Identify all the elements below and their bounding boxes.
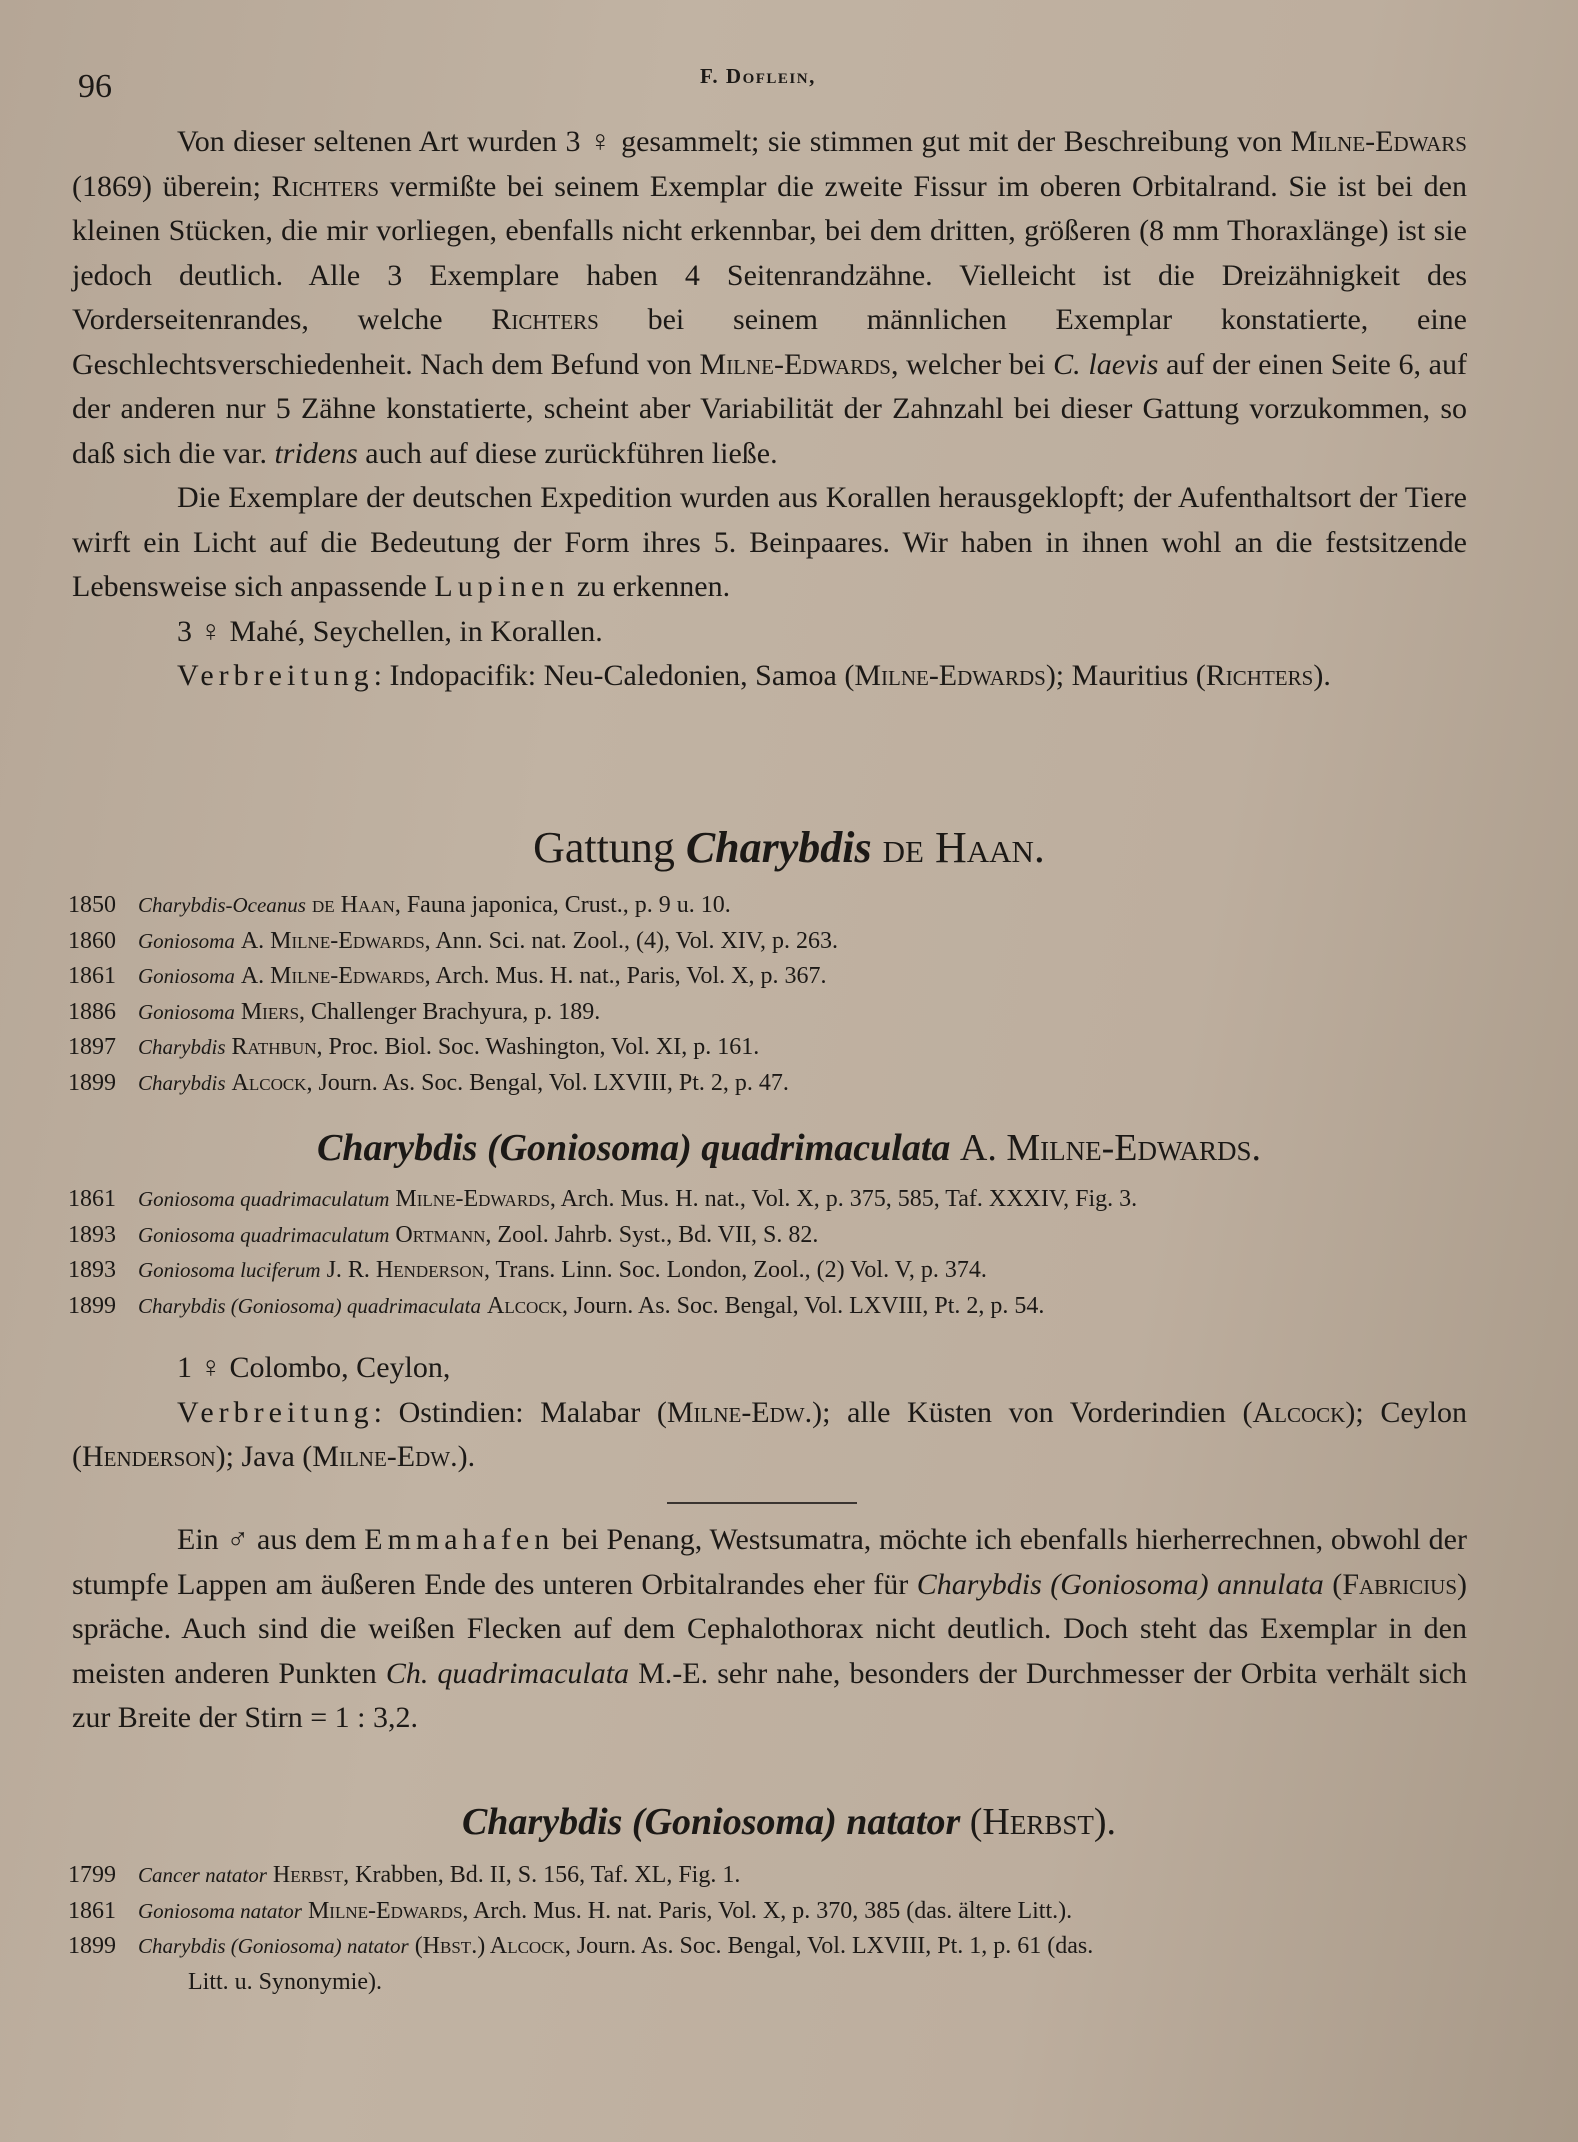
spaced-term: Emmahafen: [364, 1523, 555, 1556]
author-citation: Milne-Edwards: [854, 659, 1046, 692]
citation-author: A. Milne-Edwards: [240, 927, 425, 954]
spaced-term: Verbreitung: [177, 659, 374, 692]
citation-details: , Journ. As. Soc. Bengal, Vol. LXVIII, Pt. 1, p. 61 (das.: [564, 1933, 1094, 1959]
cited-taxon-name: Goniosoma luciferum: [138, 1258, 321, 1282]
running-head: F. Doflein,: [700, 64, 816, 88]
text-run: ); Mauritius (: [1045, 659, 1206, 692]
bibliography-entry: [68, 924, 1488, 960]
citation-details: , Trans. Linn. Soc. London, Zool., (2) Vol. V, p. 374.: [483, 1257, 987, 1283]
text-run: zu erkennen.: [569, 570, 731, 603]
text-run: 1 ♀ Colombo, Ceylon,: [177, 1351, 451, 1384]
paragraph: [72, 476, 1467, 610]
citation-year: 1899: [68, 1292, 116, 1319]
citation-author: A. Milne-Edwards: [240, 963, 425, 989]
text-run: auf der einen Seite 6, auf der anderen nur 5 Zähne konstatierte, scheint aber Variabilität der Zahnzahl bei dieser Gattung vorzukommen, so daß sich die var.: [72, 347, 1467, 470]
citation-year: 1893: [68, 1257, 116, 1283]
cited-taxon-name: Cancer natator: [138, 1863, 267, 1887]
citation-author: Ortmann: [395, 1221, 486, 1248]
text-run: ); alle Küsten von Vorderindien (: [812, 1395, 1253, 1429]
paragraph: [72, 1346, 1467, 1391]
citation-details: , Proc. Biol. Soc. Washington, Vol. XI, p. 161.: [316, 1034, 760, 1060]
text-run: bei Penang, Westsumatra, möchte ich ebenfalls hierherrechnen, obwohl der stumpfe Lappen am äußeren Ende des unteren Orbitalrandes eher für: [72, 1523, 1467, 1601]
citation-year: 1861: [68, 963, 116, 989]
text-run: ) spräche. Auch sind die weißen Flecken auf dem Cephalothorax nicht deutlich. Doch steht das Exemplar in den meisten anderen Punkten: [72, 1567, 1468, 1690]
author-citation: Henderson: [82, 1440, 216, 1473]
author-citation: Richters: [271, 169, 380, 203]
text-run: , welcher bei: [890, 347, 1054, 381]
cited-taxon-name: Charybdis (Goniosoma) quadrimaculata: [138, 1293, 481, 1318]
author-citation: Richters: [491, 303, 599, 336]
text-run: (: [1323, 1567, 1343, 1601]
cited-taxon-name: Goniosoma natator: [138, 1898, 302, 1923]
cited-taxon-name: Goniosoma: [138, 999, 235, 1024]
taxon-name: C. laevis: [1053, 347, 1159, 381]
section-divider: [667, 1502, 857, 1504]
citation-details: , Arch. Mus. H. nat., Vol. X, p. 375, 585, Taf. XXXIV, Fig. 3.: [549, 1186, 1138, 1212]
citation-details: , Journ. As. Soc. Bengal, Vol. LXVIII, Pt. 2, p. 54.: [561, 1292, 1045, 1319]
citation-year: 1886: [68, 998, 116, 1025]
taxon-name: tridens: [274, 436, 358, 470]
cited-taxon-name: Goniosoma quadrimaculatum: [138, 1222, 390, 1247]
citation-details: , Ann. Sci. nat. Zool., (4), Vol. XIV, p. 263.: [424, 927, 839, 954]
section-charybdellia-notes: [72, 120, 1467, 699]
bibliography-entry-continuation: Litt. u. Synonymie).: [188, 1968, 382, 1995]
bibliography-entry: [68, 888, 1488, 924]
text-run: Die Exemplare der deutschen Expedition wurden aus Korallen herausgeklopft; der Aufenthaltsort der Tiere wirft ein Licht auf die Bedeutung der Form ihres 5. Beinpaares. Wir haben in ihnen wohl an die festsitzende Lebensweise sich anpassende: [72, 481, 1467, 603]
citation-author: Milne-Edwards: [395, 1186, 550, 1212]
genus-author: de Haan.: [882, 823, 1045, 872]
bibliography-entry: [68, 1182, 1488, 1218]
text-run: ); Java (: [215, 1440, 313, 1473]
paragraph: [72, 654, 1467, 699]
citation-details: , Krabben, Bd. II, S. 156, Taf. XL, Fig. 1.: [343, 1862, 741, 1888]
cited-taxon-name: Charybdis (Goniosoma) natator: [138, 1934, 409, 1958]
citation-author: Alcock: [231, 1069, 307, 1096]
bibliography-entry: [68, 1894, 1488, 1930]
genus-heading: [0, 822, 1578, 873]
citation-details: , Challenger Brachyura, p. 189.: [299, 998, 601, 1025]
bibliography-entry: [68, 1858, 1488, 1894]
text-run: vermißte bei seinem Exemplar die zweite Fissur im oberen Orbitalrand. Sie ist bei den kleinen Stücken, die mir vorliegen, ebenfalls nicht erkennbar, bei dem dritten, größeren (8 mm Thoraxlänge) ist sie jedoch deutlich. Alle 3 Exemplare haben 4 Seitenrandzähne. Vielleicht ist die Dreizähnigkeit des Vorderseitenrandes, welche: [72, 169, 1467, 336]
author-citation: Richters: [1205, 659, 1314, 692]
text-run: M.-E. sehr nahe, besonders der Durchmesser der Orbita verhält sich zur Breite der Stirn = 1 : 3,2.: [72, 1656, 1468, 1734]
citation-year: 1861: [68, 1897, 116, 1924]
text-run: 3 ♀ Mahé, Seychellen, in Korallen.: [177, 614, 603, 648]
cited-taxon-name: Charybdis-Oceanus: [138, 893, 306, 917]
text-run: ).: [1313, 659, 1331, 692]
citation-author: Rathbun: [231, 1034, 317, 1060]
citation-year: 1861: [68, 1186, 116, 1212]
genus-bibliography: [68, 888, 1488, 1101]
text-run: auch auf diese zurückführen ließe.: [357, 436, 778, 470]
bibliography-entry: [68, 1289, 1488, 1325]
author-citation: Milne-Edw.: [666, 1395, 813, 1429]
text-run: bei seinem männlichen Exemplar konstatierte, eine Geschlechtsverschiedenheit. Nach dem Befund von: [72, 303, 1467, 381]
citation-year: 1850: [68, 892, 116, 918]
citation-year: 1899: [68, 1933, 116, 1959]
citation-details: , Fauna japonica, Crust., p. 9 u. 10.: [394, 892, 731, 918]
bibliography-entry: [68, 995, 1488, 1031]
section-emmahafen-notes: [72, 1518, 1467, 1741]
author-citation: Fabricius: [1342, 1567, 1458, 1601]
section-quadrimaculata-notes: [72, 1346, 1467, 1480]
citation-author: J. R. Henderson: [326, 1257, 484, 1283]
author-citation: Milne-Edw.: [312, 1440, 458, 1473]
taxon-name: Charybdis (Goniosoma) annulata: [916, 1567, 1324, 1601]
citation-author: Milne-Edwards: [307, 1897, 463, 1924]
text-run: ).: [457, 1440, 476, 1473]
cited-taxon-name: Goniosoma: [138, 928, 235, 953]
bibliography-entry: [68, 1929, 1488, 1965]
species-name: Charybdis (Goniosoma) natator: [461, 1801, 961, 1843]
species-bibliography-natator: [68, 1858, 1488, 2000]
citation-author: Alcock: [487, 1292, 562, 1319]
author-citation: Milne-Edwars: [1290, 125, 1467, 158]
species-heading-quadrimaculata: [0, 1126, 1578, 1170]
species-bibliography-quadrimaculata: [68, 1182, 1488, 1324]
page-header: [60, 62, 1520, 112]
citation-year: 1893: [68, 1221, 116, 1248]
citation-details: , Zool. Jahrb. Syst., Bd. VII, S. 82.: [485, 1221, 819, 1248]
citation-author: Herbst: [272, 1862, 344, 1888]
citation-author: Miers: [240, 998, 300, 1025]
bibliography-entry: [68, 1030, 1488, 1066]
text-run: Von dieser seltenen Art wurden 3 ♀ gesammelt; sie stimmen gut mit der Beschreibung von: [177, 125, 1291, 158]
spaced-term: Lupinen: [434, 570, 570, 603]
page-number: 96: [78, 68, 112, 105]
citation-year: 1897: [68, 1034, 116, 1060]
cited-taxon-name: Goniosoma: [138, 964, 235, 988]
cited-taxon-name: Goniosoma quadrimaculatum: [138, 1187, 390, 1211]
bibliography-entry: [68, 1066, 1488, 1102]
bibliography-entry: [68, 1218, 1488, 1254]
paragraph: [72, 1518, 1467, 1741]
species-author: (Herbst).: [969, 1801, 1117, 1843]
citation-details: , Arch. Mus. H. nat., Paris, Vol. X, p. 367.: [424, 963, 827, 989]
cited-taxon-name: Charybdis: [138, 1070, 226, 1095]
bibliography-entry: [68, 1253, 1488, 1289]
author-citation: Milne-Edwards: [699, 347, 891, 381]
text-run: (1869) überein;: [72, 169, 272, 203]
genus-prefix: Gattung: [533, 823, 675, 872]
paragraph: [72, 120, 1467, 476]
text-run: Ein ♂ aus dem: [177, 1523, 365, 1556]
author-citation: Alcock: [1252, 1395, 1346, 1429]
paragraph: [72, 610, 1467, 655]
citation-year: 1860: [68, 927, 116, 954]
citation-details: , Arch. Mus. H. nat. Paris, Vol. X, p. 370, 385 (das. ältere Litt.).: [462, 1897, 1073, 1924]
text-run: : Indopacifik: Neu-Caledonien, Samoa (: [373, 659, 855, 692]
text-run: : Ostindien: Malabar (: [373, 1395, 667, 1429]
citation-year: 1799: [68, 1862, 116, 1888]
citation-author: (Hbst.) Alcock: [414, 1933, 565, 1959]
species-author: A. Milne-Edwards.: [959, 1127, 1261, 1169]
citation-year: 1899: [68, 1069, 116, 1096]
taxon-name: Ch. quadrimaculata: [385, 1656, 630, 1690]
text-run: ); Ceylon (: [72, 1395, 1467, 1473]
spaced-term: Verbreitung: [177, 1395, 374, 1429]
paragraph: [72, 1391, 1467, 1480]
species-name: Charybdis (Goniosoma) quadrimaculata: [316, 1127, 951, 1169]
species-heading-natator: [0, 1800, 1578, 1844]
citation-author: de Haan: [311, 892, 395, 918]
cited-taxon-name: Charybdis: [138, 1035, 226, 1059]
genus-name: Charybdis: [685, 823, 872, 872]
bibliography-entry: [68, 959, 1488, 995]
citation-details: , Journ. As. Soc. Bengal, Vol. LXVIII, Pt. 2, p. 47.: [306, 1069, 789, 1096]
